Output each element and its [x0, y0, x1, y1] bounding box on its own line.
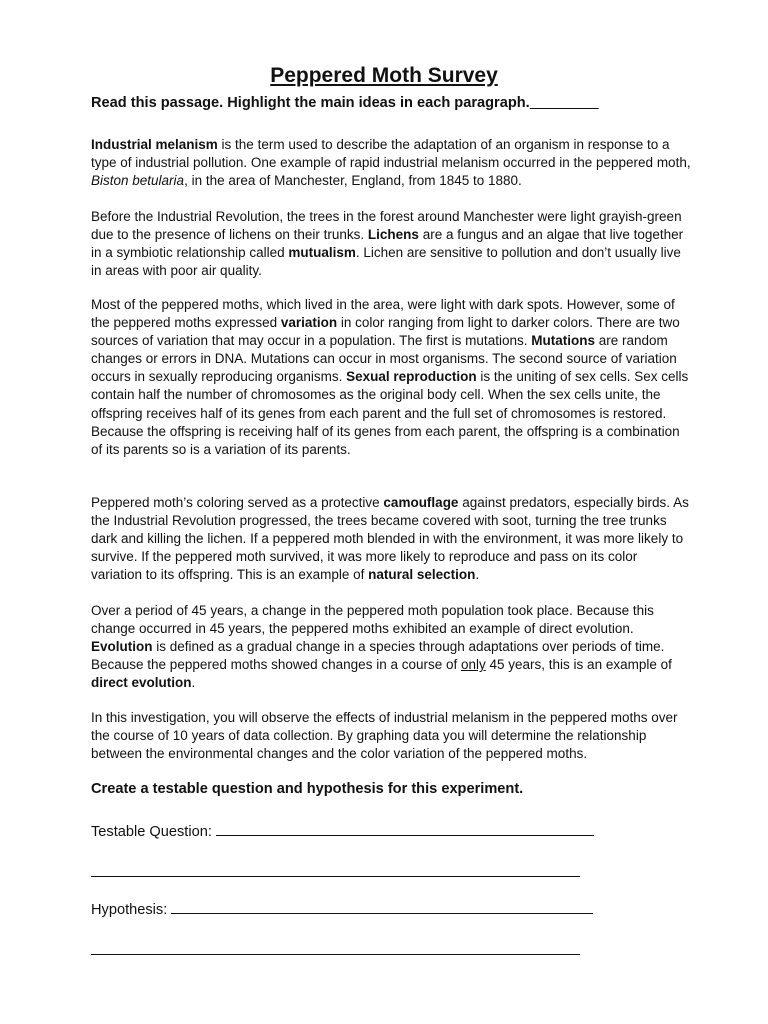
term-variation: variation — [280, 315, 338, 331]
instructions-fill-line — [530, 95, 599, 111]
testable-question-line-2[interactable] — [91, 876, 580, 877]
hypothesis-label: Hypothesis: — [91, 902, 172, 918]
paragraph-investigation: In this investigation, you will observe the effects of industrial melanism in the peppered moths over the course of 10 years of data collection. By graphing data you will determine the relationship between the environmental changes and the color variation of the peppered moths. — [91, 710, 678, 762]
term-industrial-melanism: Industrial melanism — [91, 137, 218, 152]
instructions — [91, 95, 599, 111]
hypothesis-line[interactable] — [171, 899, 593, 914]
hypothesis-line-2[interactable] — [91, 954, 580, 955]
term-evolution: Evolution — [91, 639, 153, 655]
hypothesis-field[interactable] — [91, 899, 593, 918]
instructions-text: Read this passage. Highlight the main ideas in each paragraph. — [91, 95, 530, 111]
term-mutations: Mutations — [531, 333, 595, 349]
testable-question-field[interactable] — [91, 821, 594, 840]
term-direct-evolution: direct evolution — [91, 675, 192, 691]
page-title: Peppered Moth Survey — [270, 64, 498, 87]
paragraph-lichens: Before the Industrial Revolution, the trees in the forest around Manchester were light grayish-green due to the presence of lichens on their trunks. Lichens are a fungus and an algae that live together in a symbiotic relationship called mutualism. Lichen are sensitive to pollution and don’t usually live in areas with poor air quality. — [91, 209, 684, 279]
emphasis-only: only — [461, 657, 486, 673]
term-sexual-reproduction: Sexual reproduction — [346, 369, 477, 385]
testable-question-label: Testable Question: — [91, 824, 216, 840]
paragraph-variation: Most of the peppered moths, which lived in the area, were light with dark spots. However, some of the peppered moths expressed variation in color ranging from light to darker colors. There are two sources of variation that may occur in a population. The first is mutations. Mutations are random changes or errors in DNA. Mutations can occur in most organisms. The second source of variation occurs in sexually reproducing organisms. Sexual reproduction is the uniting of sex cells. Sex cells contain half the number of chromosomes as the original body cell. When the sex cells unite, the offspring receives half of its genes from each parent and the full set of chromosomes is restored. Because the offspring is receiving half of its genes from each parent, the offspring is a combination of its parents so is a variation of its parents. — [91, 297, 689, 457]
term-mutualism: mutualism — [288, 245, 356, 261]
paragraph-evolution: Over a period of 45 years, a change in the peppered moth population took place. Because this change occurred in 45 years, the peppered moths exhibited an example of direct evolution. Evolution is defined as a gradual change in a species through adaptations over periods of time. Because the peppered moths showed changes in a course of only 45 years, this is an example of direct evolution. — [91, 603, 672, 691]
species-name: Biston betularia — [91, 173, 185, 189]
term-camouflage: camouflage — [383, 495, 459, 510]
paragraph-camouflage: Peppered moth’s coloring served as a protective camouflage against predators, especially birds. As the Industrial Revolution progressed, the trees became covered with soot, turning the tree trunks dark and killing the lichen. If a peppered moth blended in with the environment, it was more likely to survive. If the peppered moth survived, it was more likely to reproduce and pass on its color variation to its offspring. This is an example of natural selection. — [91, 495, 689, 583]
paragraph-industrial-melanism: Industrial melanism is the term used to describe the adaptation of an organism in response to a type of industrial pollution. One example of rapid industrial melanism occurred in the peppered moth, Biston betularia, in the area of Manchester, England, from 1845 to 1880. — [91, 137, 691, 189]
term-natural-selection: natural selection — [368, 567, 476, 583]
testable-question-line[interactable] — [216, 821, 594, 836]
question-prompt: Create a testable question and hypothesis for this experiment. — [91, 781, 524, 797]
term-lichens: Lichens — [367, 227, 419, 243]
